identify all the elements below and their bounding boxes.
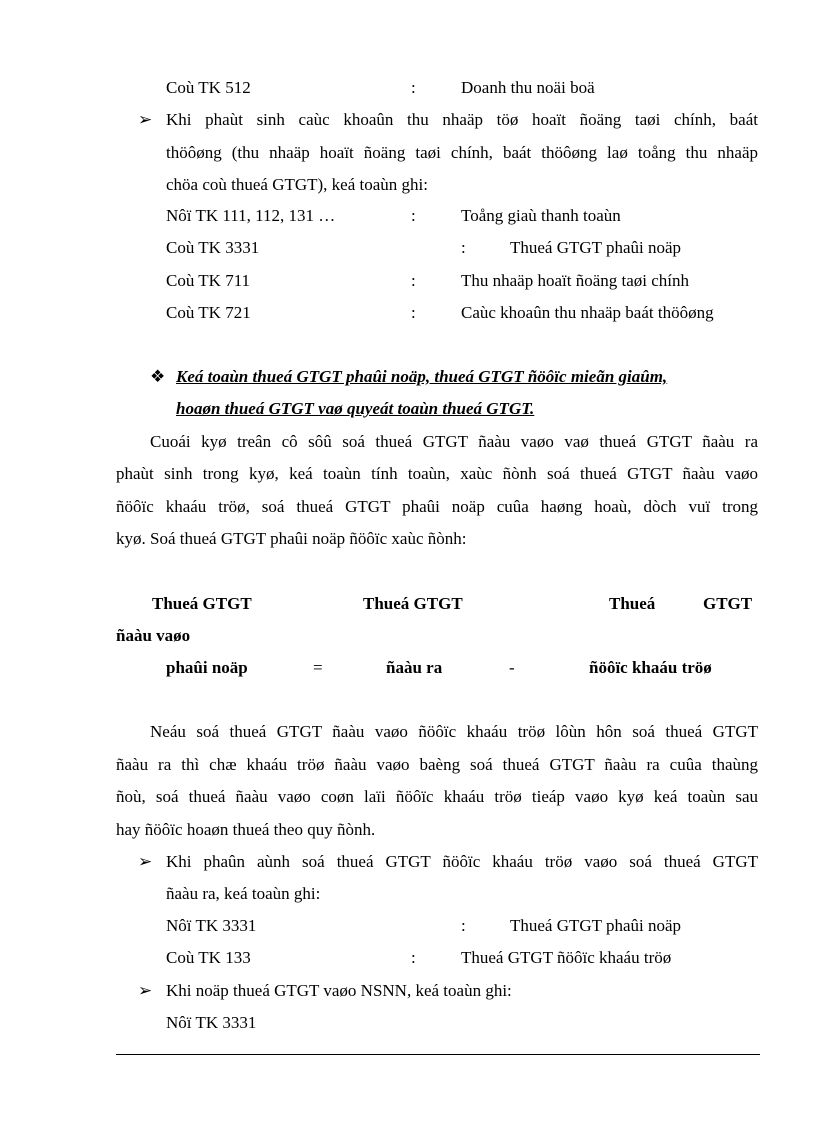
entry-separator: : (411, 206, 416, 225)
entry-separator: : (411, 271, 416, 290)
entry-description: Thueá GTGT phaûi noäp (510, 916, 682, 935)
bullet-text: Khi phaûn aùnh soá thueá GTGT ñöôïc khaáu tröø vaøo soá thueá GTGT (166, 852, 758, 871)
formula-term: GTGT (703, 594, 753, 613)
formula-term: Thueá GTGT (152, 594, 252, 613)
entry-description: Thueá GTGT ñöôïc khaáu tröø (461, 948, 672, 967)
bullet-text: chöa coù thueá GTGT), keá toaùn ghi: (166, 175, 428, 194)
entry-separator: : (411, 303, 416, 322)
section-title-line-2: hoaøn thueá GTGT vaø quyeát toaùn thueá GTGT. (176, 399, 535, 418)
entry-separator: : (411, 948, 416, 967)
entry-account: Coù TK 711 (166, 271, 251, 290)
paragraph-line: ñöôïc khaáu tröø, soá thueá GTGT phaûi noäp cuûa haøng hoaù, dòch vuï trong (116, 497, 758, 516)
entry-description: Toång giaù thanh toaùn (461, 206, 621, 225)
entry-separator: : (461, 238, 466, 257)
entry-account: Coù TK 133 (166, 948, 251, 967)
arrow-bullet-icon: ➢ (138, 981, 153, 1000)
paragraph-line: hay ñöôïc hoaøn thueá theo quy ñònh. (116, 820, 376, 839)
paragraph-line: Neáu soá thueá GTGT ñaàu vaøo ñöôïc khaáu tröø lôùn hôn soá thueá GTGT (150, 722, 758, 741)
entry-account: Nôï TK 111, 112, 131 … (166, 206, 336, 225)
bullet-text: thöôøng (thu nhaäp hoaït ñoäng taøi chính, baát thöôøng laø toång thu nhaäp (166, 143, 758, 162)
paragraph-line: phaùt sinh trong kyø, keá toaùn tính toaùn, xaùc ñònh soá thueá GTGT ñaàu vaøo (116, 464, 758, 483)
entry-description: Thueá GTGT phaûi noäp (510, 238, 682, 257)
formula-term: Thueá (609, 594, 656, 613)
paragraph-line: kyø. Soá thueá GTGT phaûi noäp ñöôïc xaùc ñònh: (116, 529, 467, 548)
section-title-line-1: Keá toaùn thueá GTGT phaûi noäp, thueá GTGT ñöôïc mieãn giaûm, (176, 367, 668, 386)
entry-account: Nôï TK 3331 (166, 1013, 257, 1032)
formula-lhs: phaûi noäp (166, 658, 248, 677)
formula-term: Thueá GTGT (363, 594, 463, 613)
formula-term: ñaàu vaøo (116, 626, 191, 645)
formula-minus: - (509, 658, 515, 677)
formula-equals: = (313, 658, 323, 677)
entry-account: Coù TK 721 (166, 303, 251, 322)
diamond-bullet-icon: ❖ (150, 367, 166, 386)
entry-description: Doanh thu noäi boä (461, 78, 595, 97)
arrow-bullet-icon: ➢ (138, 852, 153, 871)
paragraph-line: ñaàu ra thì chæ khaáu tröø ñaàu vaøo baèng soá thueá GTGT ñaàu ra cuûa thaùng (116, 755, 758, 774)
entry-account: Coù TK 512 (166, 78, 251, 97)
formula-rhs: ñöôïc khaáu tröø (589, 658, 712, 677)
arrow-bullet-icon: ➢ (138, 110, 153, 129)
entry-account: Coù TK 3331 (166, 238, 260, 257)
footer-rule (116, 1054, 760, 1055)
entry-description: Thu nhaäp hoaït ñoäng taøi chính (461, 271, 690, 290)
entry-separator: : (461, 916, 466, 935)
paragraph-line: Cuoái kyø treân cô sôû soá thueá GTGT ñaàu vaøo vaø thueá GTGT ñaàu ra (150, 432, 758, 451)
entry-description: Caùc khoaûn thu nhaäp baát thöôøng (461, 303, 714, 322)
paragraph-line: ñoù, soá thueá ñaàu vaøo coøn laïi ñöôïc khaáu tröø tieáp vaøo kyø keá toaùn sau (116, 787, 758, 806)
entry-account: Nôï TK 3331 (166, 916, 257, 935)
bullet-text: Khi noäp thueá GTGT vaøo NSNN, keá toaùn ghi: (166, 981, 512, 1000)
formula-middle: ñaàu ra (386, 658, 443, 677)
bullet-text: Khi phaùt sinh caùc khoaûn thu nhaäp töø hoaït ñoäng taøi chính, baát (166, 110, 758, 129)
bullet-text: ñaàu ra, keá toaùn ghi: (166, 884, 321, 903)
entry-separator: : (411, 78, 416, 97)
